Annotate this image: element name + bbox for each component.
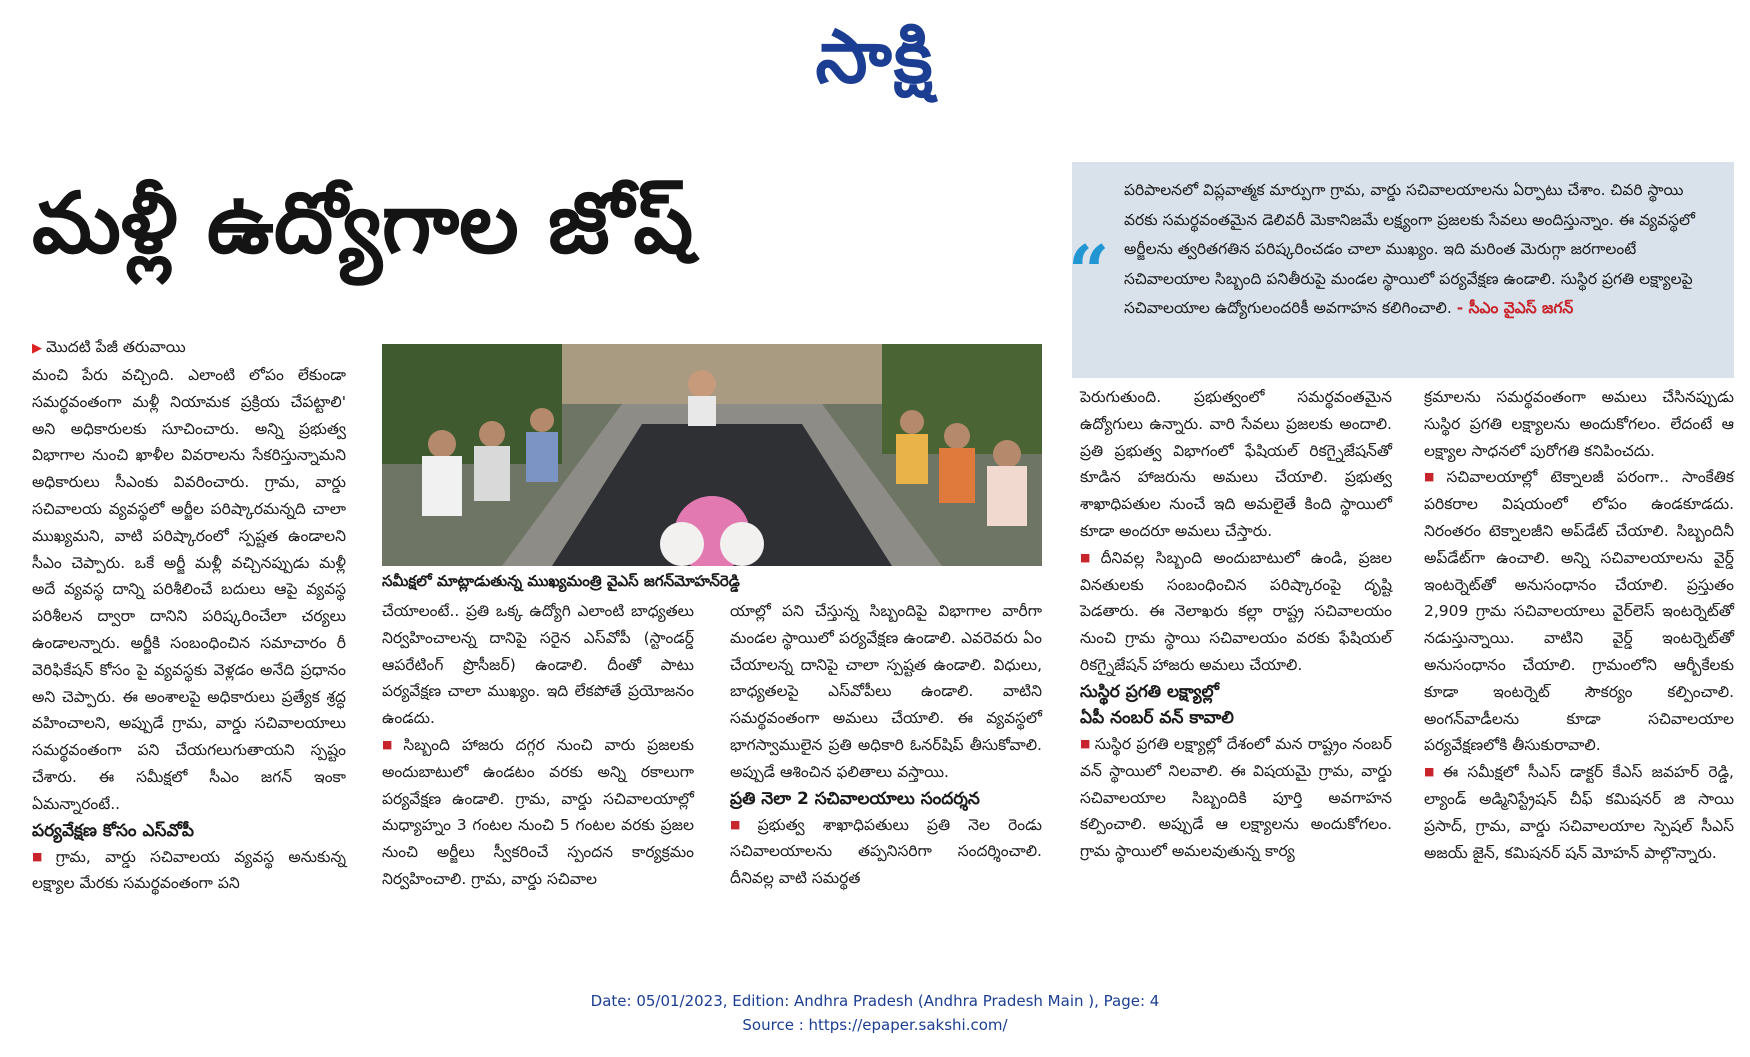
bullet-icon: ■ (1424, 470, 1443, 484)
col3-paragraph-1: యాల్లో పని చేస్తున్న సిబ్బందిపై విభాగాల వారీగా మండల స్థాయిలో పర్యవేక్షణ ఉండాలి. ఎవరెవరు ఏం చేయాలన్న దానిపై చాలా స్పష్టత ఉండాలి. విధులు, బాధ్యతలపై ఎస్‌వోపీలు ఉండాలి. వాటిని సమర్థవంతంగా అమలు చేయాలి. ఈ వ్యవస్థలో భాగస్వాములైన ప్రతి అధికారి ఓనర్‌షిప్ తీసుకోవాలి. అప్పుడే ఆశించిన ఫలితాలు వస్తాయి. (730, 602, 1042, 781)
bullet-icon: ■ (1424, 765, 1439, 779)
col4-subheading-1: సుస్థిర ప్రగతి లక్ష్యాల్లో (1080, 681, 1220, 702)
col4-paragraph-3: ■ సుస్థిర ప్రగతి లక్ష్యాల్లో దేశంలో మన రాష్ట్రం నంబర్ వన్ స్థాయిలో నిలవాలి. ఈ విషయమై గ్రామ, వార్డు సచివాలయాల సిబ్బందికి పూర్తి అవగాహన కల్పించాలి. అప్పుడే ఆ లక్ష్యాలను అందుకోగలం. గ్రామ స్థాయిలో అమలవుతున్న కార్య (1080, 734, 1392, 861)
play-arrow-icon: ▶ (32, 341, 42, 356)
col5-paragraph-1: క్రమాలను సమర్థవంతంగా అమలు చేసినప్పుడు సుస్థిర ప్రగతి లక్ష్యాలను అందుకోగలం. లేదంటే ఆ లక్ష్యాల సాధనలో పురోగతి కనిపించదు. (1424, 388, 1734, 460)
bullet-icon: ■ (382, 738, 400, 752)
column-5 (1424, 384, 1734, 867)
col3-subheading: ప్రతి నెలా 2 సచివాలయాలు సందర్శన (730, 788, 980, 809)
col5-paragraph-3: ■ ఈ సమీక్షలో సీఎస్ డాక్టర్ కేఎస్ జవహర్ రెడ్డి, ల్యాండ్ అడ్మినిస్ట్రేషన్ చీఫ్ కమిషనర్ జి సాయి ప్రసాద్, గ్రామ, వార్డు సచివాలయాల స్పెషల్ సీఎస్ అజయ్ జైన్, కమిషనర్ షన్ మోహన్ పాల్గొన్నారు. (1424, 763, 1734, 862)
bullet-icon: ■ (1080, 736, 1091, 750)
col1-subheading: పర్యవేక్షణ కోసం ఎస్‌వోపీ (32, 820, 194, 841)
column-2 (382, 598, 694, 893)
bullet-icon: ■ (32, 849, 52, 863)
column-1 (32, 334, 346, 897)
bullet-icon: ■ (1080, 550, 1097, 564)
col4-subheading-2: ఏపీ నంబర్ వన్ కావాలి (1080, 707, 1234, 728)
col2-paragraph-2: ■ సిబ్బంది హాజరు దగ్గర నుంచి వారు ప్రజలకు అందుబాటులో ఉండటం వరకు అన్ని రకాలుగా పర్యవేక్షణ ఉండాలి. గ్రామ, వార్డు సచివాలయాల్లో మధ్యాహ్నం 3 గంటల నుంచి 5 గంటల వరకు ప్రజల నుంచి అర్జీలు స్వీకరించే స్పందన కార్యక్రమం నిర్వహించాలి. గ్రామ, వార్డు సచివాల (382, 735, 694, 889)
col3-paragraph-2: ■ ప్రభుత్వ శాఖాధిపతులు ప్రతి నెల రెండు సచివాలయాలను తప్పనిసరిగా సందర్శించాలి. దీనివల్ల వాటి సమర్థత (730, 815, 1042, 888)
column-3 (730, 598, 1042, 892)
masthead-logo: సాక్షి (815, 14, 935, 100)
news-photo (382, 344, 1042, 566)
quote-author: - సీఎం వైఎస్ జగన్ (1456, 299, 1574, 317)
col5-paragraph-2: ■ సచివాలయాల్లో టెక్నాలజీ పరంగా.. సాంకేతిక పరికరాల విషయంలో లోపం ఉండకూడదు. నిరంతరం టెక్నాలజీని అప్‌డేట్ చేయాలి. సిబ్బందినీ అప్‌డేట్‌గా ఉంచాలి. అన్ని సచివాలయాలను వైర్డ్ ఇంటర్నెట్‌తో అనుసంధానం చేయాలి. ప్రస్తుతం 2,909 గ్రామ సచివాలయాలు వైర్‌లెస్ ఇంటర్నెట్‌తో నడుస్తున్నాయి. వాటిని వైర్డ్ ఇంటర్నెట్‌తో అనుసంధానం చేయాలి. గ్రామంలోని ఆర్బీకేలకు కూడా ఇంటర్నెట్ సౌకర్యం కల్పించాలి. అంగన్‌వాడీలను కూడా సచివాలయాల పర్యవేక్షణలోకి తీసుకురావాలి. (1424, 468, 1734, 755)
col1-paragraph-1: మంచి పేరు వచ్చింది. ఎలాంటి లోపం లేకుండా సమర్థవంతంగా మళ్లీ నియామక ప్రక్రియ చేపట్టాలి' అని అధికారులకు సూచించారు. అన్ని ప్రభుత్వ విభాగాల నుంచి ఖాళీల వివరాలను సేకరిస్తున్నామని అధికారులు సీఎంకు వివరించారు. గ్రామ, వార్డు సచివాలయ వ్యవస్థలో అర్జీల పరిష్కారమన్నది చాలా ముఖ్యమని, వాటి పరిష్కారంలో స్పష్టత ఉండాలని సీఎం చెప్పారు. ఒకే అర్జీ మళ్లీ వచ్చినప్పుడు మళ్లీ అదే వ్యవస్థ దాన్ని పరిశీలించే బదులు ఆపై వ్యవస్థ పరిశీలన ద్వారా దానిని పరిష్కరించేలా చర్యలు ఉండాలన్నారు. అర్జీకి సంబంధించిన సమాచారం రీ వెరిఫికేషన్ కోసం పై వ్యవస్థకు వెళ్లడం అనేది ప్రధానం అని చెప్పారు. ఈ అంశాలపై అధికారులు ప్రత్యేక శ్రద్ధ వహించాలని, అప్పుడే గ్రామ, వార్డు సచివాలయాలు సమర్థవంతంగా పని చేయగలుగుతాయని స్పష్టం చేశారు. ఈ సమీక్షలో సీఎం జగన్ ఇంకా ఏమన్నారంటే.. (32, 366, 346, 813)
column-4 (1080, 384, 1392, 865)
bullet-icon: ■ (730, 817, 754, 831)
footer-source-line: Source : https://epaper.sakshi.com/ (742, 1016, 1008, 1034)
jump-label: మొదటి పేజీ తరువాయి (46, 338, 186, 356)
col4-paragraph-1: పెరుగుతుంది. ప్రభుత్వంలో సమర్థవంతమైన ఉద్యోగులు ఉన్నారు. వారి సేవలు ప్రజలకు అందాలి. ప్రతి ప్రభుత్వ విభాగంలో ఫేషియల్ రికగ్నైజేషన్‌తో కూడిన హాజరును అమలు చేయాలి. ప్రభుత్వ శాఖాధిపతుల నుంచే ఇది అమలైతే కింది స్థాయిలో కూడా అందరూ అమలు చేస్తారు. (1080, 388, 1392, 540)
quote-box (1072, 162, 1734, 378)
photo-caption: సమీక్షలో మాట్లాడుతున్న ముఖ్యమంత్రి వైఎస్ జగన్‌మోహన్‌రెడ్డి (382, 572, 740, 590)
footer-date-line: Date: 05/01/2023, Edition: Andhra Pradesh (Andhra Pradesh Main ), Page: 4 (590, 992, 1160, 1010)
col1-paragraph-2: ■ గ్రామ, వార్డు సచివాలయ వ్యవస్థ అనుకున్న లక్ష్యాల మేరకు సమర్థవంతంగా పని (32, 847, 346, 893)
meeting-photo-illustration (382, 344, 1042, 566)
col4-paragraph-2: ■ దీనివల్ల సిబ్బంది అందుబాటులో ఉండి, ప్రజల వినతులకు సంబంధించిన పరిష్కారంపై దృష్టి పెడతారు. ఈ నెలాఖరు కల్లా రాష్ట్ర సచివాలయం నుంచి గ్రామ స్థాయి సచివాలయం వరకు ఫేషియల్ రికగ్నైజేషన్ హాజరు అమలు చేయాలి. (1080, 548, 1392, 675)
quote-mark-icon: “ (1068, 229, 1110, 314)
col2-paragraph-1: చేయాలంటే.. ప్రతి ఒక్క ఉద్యోగి ఎలాంటి బాధ్యతలు నిర్వహించాలన్న దానిపై సరైన ఎస్‌వోపీ (స్టాండర్డ్ ఆపరేటింగ్ ప్రొసీజర్) ఉండాలి. దీంతో పాటు పర్యవేక్షణ చాలా ముఖ్యం. ఇది లేకపోతే ప్రయోజనం ఉండదు. (382, 602, 694, 728)
quote-text: పరిపాలనలో విప్లవాత్మక మార్పుగా గ్రామ, వార్డు సచివాలయాలను ఏర్పాటు చేశాం. చివరి స్థాయి వరకు సమర్థవంతమైన డెలివరీ మెకానిజమే లక్ష్యంగా ప్రజలకు సేవలు అందిస్తున్నాం. ఈ వ్యవస్థలో అర్జీలను త్వరితగతిన పరిష్కరించడం చాలా ముఖ్యం. ఇది మరింత మెరుగ్గా జరగాలంటే సచివాలయాల సిబ్బంది పనితీరుపై మండల స్థాయిలో పర్యవేక్షణ ఉండాలి. సుస్థిర ప్రగతి లక్ష్యాలపై సచివాలయాల ఉద్యోగులందరికీ అవగాహన కలిగించాలి. (1124, 181, 1695, 317)
headline: మళ్లీ ఉద్యోగాల జోష్ (32, 174, 694, 272)
jump-line (32, 334, 346, 362)
